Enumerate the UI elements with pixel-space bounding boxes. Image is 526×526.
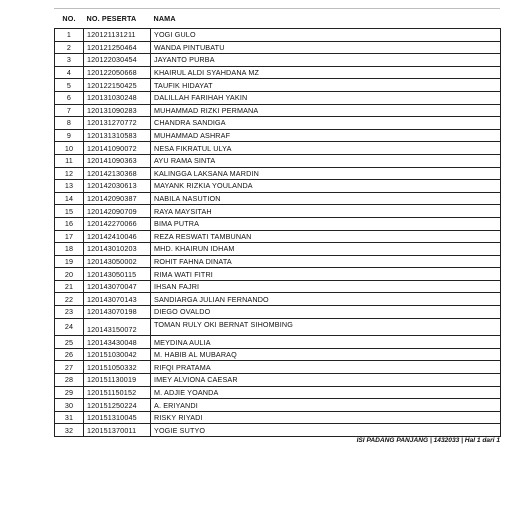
cell-no: 31 bbox=[55, 411, 84, 424]
table-row bbox=[55, 104, 501, 117]
cell-no: 12 bbox=[55, 167, 84, 180]
cell-no: 14 bbox=[55, 192, 84, 205]
document-page bbox=[54, 8, 500, 437]
cell-no: 22 bbox=[55, 293, 84, 306]
header-nama: NAMA bbox=[151, 9, 501, 29]
cell-nama: YOGI GULO bbox=[151, 29, 501, 42]
table-row bbox=[55, 306, 501, 319]
cell-peserta: 120143050115 bbox=[84, 268, 151, 281]
cell-nama: ROHIT FAHNA DINATA bbox=[151, 255, 501, 268]
table-row bbox=[55, 192, 501, 205]
cell-nama: DIEGO OVALDO bbox=[151, 306, 501, 319]
cell-peserta: 120142410046 bbox=[84, 230, 151, 243]
table-row bbox=[55, 129, 501, 142]
cell-peserta: 120131030248 bbox=[84, 91, 151, 104]
table-row bbox=[55, 217, 501, 230]
cell-no: 30 bbox=[55, 399, 84, 412]
cell-peserta: 120141090363 bbox=[84, 154, 151, 167]
cell-nama: DALILLAH FARIHAH YAKIN bbox=[151, 91, 501, 104]
table-row bbox=[55, 66, 501, 79]
table-row bbox=[55, 348, 501, 361]
cell-nama: MHD. KHAIRUN IDHAM bbox=[151, 243, 501, 256]
cell-no: 21 bbox=[55, 280, 84, 293]
cell-no: 28 bbox=[55, 374, 84, 387]
cell-peserta: 120131090283 bbox=[84, 104, 151, 117]
cell-no: 7 bbox=[55, 104, 84, 117]
table-row bbox=[55, 167, 501, 180]
cell-no: 15 bbox=[55, 205, 84, 218]
cell-no: 19 bbox=[55, 255, 84, 268]
cell-nama: TAUFIK HIDAYAT bbox=[151, 79, 501, 92]
cell-no: 11 bbox=[55, 154, 84, 167]
cell-nama: MEYDINA AULIA bbox=[151, 336, 501, 349]
cell-nama: SANDIARGA JULIAN FERNANDO bbox=[151, 293, 501, 306]
table-row bbox=[55, 79, 501, 92]
cell-nama: RIFQI PRATAMA bbox=[151, 361, 501, 374]
cell-no: 32 bbox=[55, 424, 84, 437]
cell-nama: BIMA PUTRA bbox=[151, 217, 501, 230]
cell-no: 18 bbox=[55, 243, 84, 256]
cell-no: 20 bbox=[55, 268, 84, 281]
cell-no: 16 bbox=[55, 217, 84, 230]
cell-nama: YOGIE SUTYO bbox=[151, 424, 501, 437]
table-row bbox=[55, 117, 501, 130]
cell-nama: AYU RAMA SINTA bbox=[151, 154, 501, 167]
cell-no: 25 bbox=[55, 336, 84, 349]
cell-peserta: 120131270772 bbox=[84, 117, 151, 130]
table-row bbox=[55, 205, 501, 218]
cell-peserta: 120151310045 bbox=[84, 411, 151, 424]
cell-nama: WANDA PINTUBATU bbox=[151, 41, 501, 54]
cell-peserta: 120143070198 bbox=[84, 306, 151, 319]
cell-nama: MUHAMMAD RIZKI PERMANA bbox=[151, 104, 501, 117]
cell-peserta: 120143150072 bbox=[84, 318, 151, 336]
table-row bbox=[55, 29, 501, 42]
cell-no: 13 bbox=[55, 180, 84, 193]
table-row bbox=[55, 41, 501, 54]
cell-peserta: 120142270066 bbox=[84, 217, 151, 230]
cell-nama: A. ERIYANDI bbox=[151, 399, 501, 412]
cell-peserta: 120151130019 bbox=[84, 374, 151, 387]
table-row bbox=[55, 54, 501, 67]
table-row bbox=[55, 243, 501, 256]
table-row bbox=[55, 91, 501, 104]
table-row bbox=[55, 268, 501, 281]
cell-peserta: 120151370011 bbox=[84, 424, 151, 437]
table-row bbox=[55, 318, 501, 336]
table-header-row bbox=[55, 9, 501, 29]
cell-peserta: 120143430048 bbox=[84, 336, 151, 349]
table-row bbox=[55, 154, 501, 167]
cell-no: 8 bbox=[55, 117, 84, 130]
cell-peserta: 120122030454 bbox=[84, 54, 151, 67]
cell-peserta: 120142090709 bbox=[84, 205, 151, 218]
cell-no: 1 bbox=[55, 29, 84, 42]
cell-nama: NABILA NASUTION bbox=[151, 192, 501, 205]
cell-no: 24 bbox=[55, 318, 84, 336]
cell-nama: MAYANK RIZKIA YOULANDA bbox=[151, 180, 501, 193]
participant-table bbox=[54, 9, 501, 437]
cell-peserta: 120122150425 bbox=[84, 79, 151, 92]
cell-no: 26 bbox=[55, 348, 84, 361]
cell-peserta: 120121250464 bbox=[84, 41, 151, 54]
cell-no: 4 bbox=[55, 66, 84, 79]
cell-peserta: 120151050332 bbox=[84, 361, 151, 374]
cell-nama: JAYANTO PURBA bbox=[151, 54, 501, 67]
header-no: NO. bbox=[55, 9, 84, 29]
cell-no: 27 bbox=[55, 361, 84, 374]
table-row bbox=[55, 399, 501, 412]
table-row bbox=[55, 280, 501, 293]
cell-no: 10 bbox=[55, 142, 84, 155]
cell-peserta: 120143050002 bbox=[84, 255, 151, 268]
cell-nama: REZA RESWATI TAMBUNAN bbox=[151, 230, 501, 243]
table-body bbox=[55, 29, 501, 437]
cell-no: 3 bbox=[55, 54, 84, 67]
header-peserta: NO. PESERTA bbox=[84, 9, 151, 29]
cell-peserta: 120151150152 bbox=[84, 386, 151, 399]
cell-no: 23 bbox=[55, 306, 84, 319]
cell-peserta: 120143070047 bbox=[84, 280, 151, 293]
cell-peserta: 120142090387 bbox=[84, 192, 151, 205]
cell-nama: RIMA WATI FITRI bbox=[151, 268, 501, 281]
cell-peserta: 120142030613 bbox=[84, 180, 151, 193]
table-row bbox=[55, 230, 501, 243]
table-row bbox=[55, 411, 501, 424]
cell-nama: CHANDRA SANDIGA bbox=[151, 117, 501, 130]
table-row bbox=[55, 361, 501, 374]
cell-nama: IMEY ALVIONA CAESAR bbox=[151, 374, 501, 387]
table-row bbox=[55, 374, 501, 387]
cell-no: 2 bbox=[55, 41, 84, 54]
table-row bbox=[55, 255, 501, 268]
cell-peserta: 120141090072 bbox=[84, 142, 151, 155]
cell-nama: TOMAN RULY OKI BERNAT SIHOMBING bbox=[151, 318, 501, 336]
cell-nama: RAYA MAYSITAH bbox=[151, 205, 501, 218]
cell-peserta: 120121131211 bbox=[84, 29, 151, 42]
cell-peserta: 120143010203 bbox=[84, 243, 151, 256]
cell-nama: M. ADJIE YOANDA bbox=[151, 386, 501, 399]
cell-peserta: 120131310583 bbox=[84, 129, 151, 142]
cell-nama: MUHAMMAD ASHRAF bbox=[151, 129, 501, 142]
cell-nama: KALINGGA LAKSANA MARDIN bbox=[151, 167, 501, 180]
table-row bbox=[55, 424, 501, 437]
cell-nama: IHSAN FAJRI bbox=[151, 280, 501, 293]
cell-peserta: 120151250224 bbox=[84, 399, 151, 412]
cell-no: 5 bbox=[55, 79, 84, 92]
table-row bbox=[55, 180, 501, 193]
table-row bbox=[55, 142, 501, 155]
cell-nama: M. HABIB AL MUBARAQ bbox=[151, 348, 501, 361]
cell-nama: NESA FIKRATUL ULYA bbox=[151, 142, 501, 155]
cell-no: 9 bbox=[55, 129, 84, 142]
cell-no: 29 bbox=[55, 386, 84, 399]
cell-nama: KHAIRUL ALDI SYAHDANA MZ bbox=[151, 66, 501, 79]
cell-peserta: 120143070143 bbox=[84, 293, 151, 306]
cell-no: 6 bbox=[55, 91, 84, 104]
cell-no: 17 bbox=[55, 230, 84, 243]
table-row bbox=[55, 293, 501, 306]
cell-nama: RISKY RIYADI bbox=[151, 411, 501, 424]
table-row bbox=[55, 386, 501, 399]
page-footer: ISI PADANG PANJANG | 1432033 | Hal 1 dari 1 bbox=[356, 437, 500, 444]
cell-peserta: 120142130368 bbox=[84, 167, 151, 180]
table-row bbox=[55, 336, 501, 349]
cell-peserta: 120151030042 bbox=[84, 348, 151, 361]
cell-peserta: 120122050668 bbox=[84, 66, 151, 79]
